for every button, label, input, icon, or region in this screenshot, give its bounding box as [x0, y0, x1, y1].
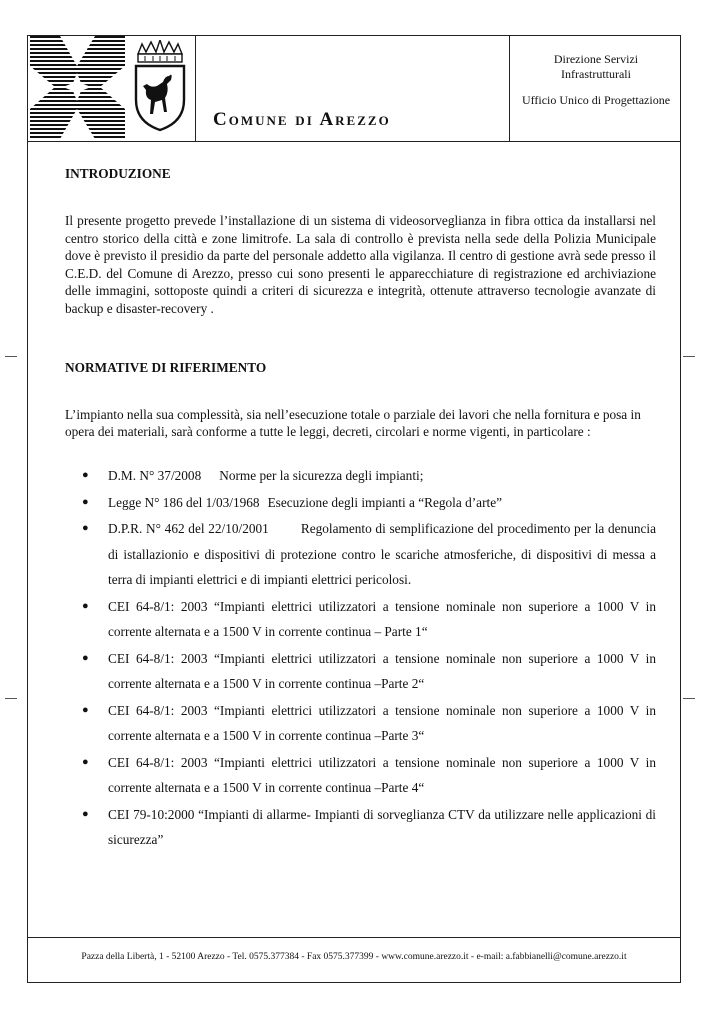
regulation-desc: “Impianti elettrici utilizzatori a tensione nominale non superiore a 1000 V in corrente alternata e a 1500 V in corrente continua – Parte 1“ — [108, 598, 657, 639]
list-item — [80, 646, 656, 697]
list-item — [80, 516, 656, 593]
fold-mark-left-top — [5, 356, 17, 357]
regulations-heading: NORMATIVE DI RIFERIMENTO — [65, 360, 267, 375]
logo-column-divider — [195, 35, 196, 142]
bullet-icon: ● — [82, 703, 89, 716]
bullet-icon: ● — [82, 495, 89, 508]
list-item — [80, 802, 656, 853]
regulation-desc: Esecuzione degli impianti a “Regola d’arte” — [267, 494, 503, 510]
department-line-2: Infrastrutturali — [561, 67, 631, 81]
introduction-heading: INTRODUZIONE — [65, 166, 171, 181]
fold-mark-right-bottom — [683, 698, 695, 699]
striped-x-logo-icon — [30, 36, 125, 139]
department-name — [512, 52, 680, 82]
department-line-1: Direzione Servizi — [553, 52, 639, 66]
list-item — [80, 490, 656, 516]
header-column-divider — [509, 35, 510, 142]
footer-contact: Pazza della Libertà, 1 - 52100 Arezzo - Tel. 0575.377384 - Fax 0575.377399 - www.comune.arezzo.it - e-mail: a.fabbianelli@comune.arezzo.it — [81, 952, 627, 962]
regulation-desc: Norme per la sicurezza degli impianti; — [219, 468, 424, 483]
regulation-desc: “Impianti elettrici utilizzatori a tensione nominale non superiore a 1000 V in corrente alternata e a 1500 V in corrente continua –Parte 4“ — [108, 754, 657, 795]
bullet-icon: ● — [82, 469, 89, 481]
regulation-desc: “Impianti elettrici utilizzatori a tensione nominale non superiore a 1000 V in corrente alternata e a 1500 V in corrente continua –Parte 2“ — [108, 650, 657, 691]
arezzo-horse-crest-icon — [133, 40, 187, 132]
bullet-icon: ● — [82, 807, 89, 820]
introduction-paragraph: Il presente progetto prevede l’installazione di un sistema di videosorveglianza in fibra ottica da installarsi nel centro storico della città e zone limitrofe. La sala di controllo è prevista nella sede della Polizia Municipale dove è previsto il presidio da parte del personale addetto alla vigilanza. Il centro di gestione avrà sede presso il C.E.D. del Comune di Arezzo, presso cui sono presenti le apparecchiature di registrazione ed archiviazione delle immagini, sottoposte quindi a criteri di sicurezza e integrità, ottenute attraverso tecnologie avanzate di backup e disaster-recovery . — [65, 213, 656, 316]
municipality-name: Comune di Arezzo — [213, 109, 391, 130]
bullet-icon: ● — [82, 651, 89, 664]
bullet-icon: ● — [82, 755, 89, 768]
regulations-list — [80, 463, 656, 854]
regulations-paragraph: L’impianto nella sua complessità, sia nell’esecuzione totale o parziale dei lavori che nella fornitura e posa in opera dei materiali, sarà conforme a tutte le leggi, decreti, circolari e norme vigenti, in particolare : — [65, 407, 641, 440]
bullet-icon: ● — [82, 599, 89, 612]
regulation-ref: D.P.R. N° 462 del 22/10/2001 — [108, 521, 269, 536]
office-name: Ufficio Unico di Progettazione — [521, 93, 671, 107]
regulation-desc: “Impianti di allarme- Impianti di sorveglianza CTV da utilizzare nelle applicazioni di sicurezza” — [108, 806, 656, 847]
regulation-ref: Legge N° 186 del 1/03/1968 — [108, 494, 260, 510]
footer-divider — [27, 937, 681, 938]
regulation-ref: CEI 64-8/1: 2003 — [108, 702, 208, 718]
list-item — [80, 750, 656, 801]
regulation-ref: CEI 79-10:2000 — [108, 806, 195, 822]
regulation-ref: D.M. N° 37/2008 — [108, 468, 202, 483]
regulation-ref: CEI 64-8/1: 2003 — [108, 650, 208, 666]
list-item — [80, 463, 656, 489]
regulation-ref: CEI 64-8/1: 2003 — [108, 598, 208, 614]
bullet-icon: ● — [82, 522, 89, 534]
regulation-desc: “Impianti elettrici utilizzatori a tensione nominale non superiore a 1000 V in corrente alternata e a 1500 V in corrente continua –Parte 3“ — [108, 702, 657, 743]
header-divider — [27, 141, 681, 142]
fold-mark-left-bottom — [5, 698, 17, 699]
regulation-ref: CEI 64-8/1: 2003 — [108, 754, 208, 770]
list-item — [80, 698, 656, 749]
list-item — [80, 594, 656, 645]
regulation-desc: Regolamento di semplificazione del procedimento per la denuncia di istallazionio e dispositivi di protezione contro le scariche atmosferiche, di dispositivi di messa a terra di impianti elettrici e di impianti elettrici pericolosi. — [108, 521, 657, 587]
fold-mark-right-top — [683, 356, 695, 357]
